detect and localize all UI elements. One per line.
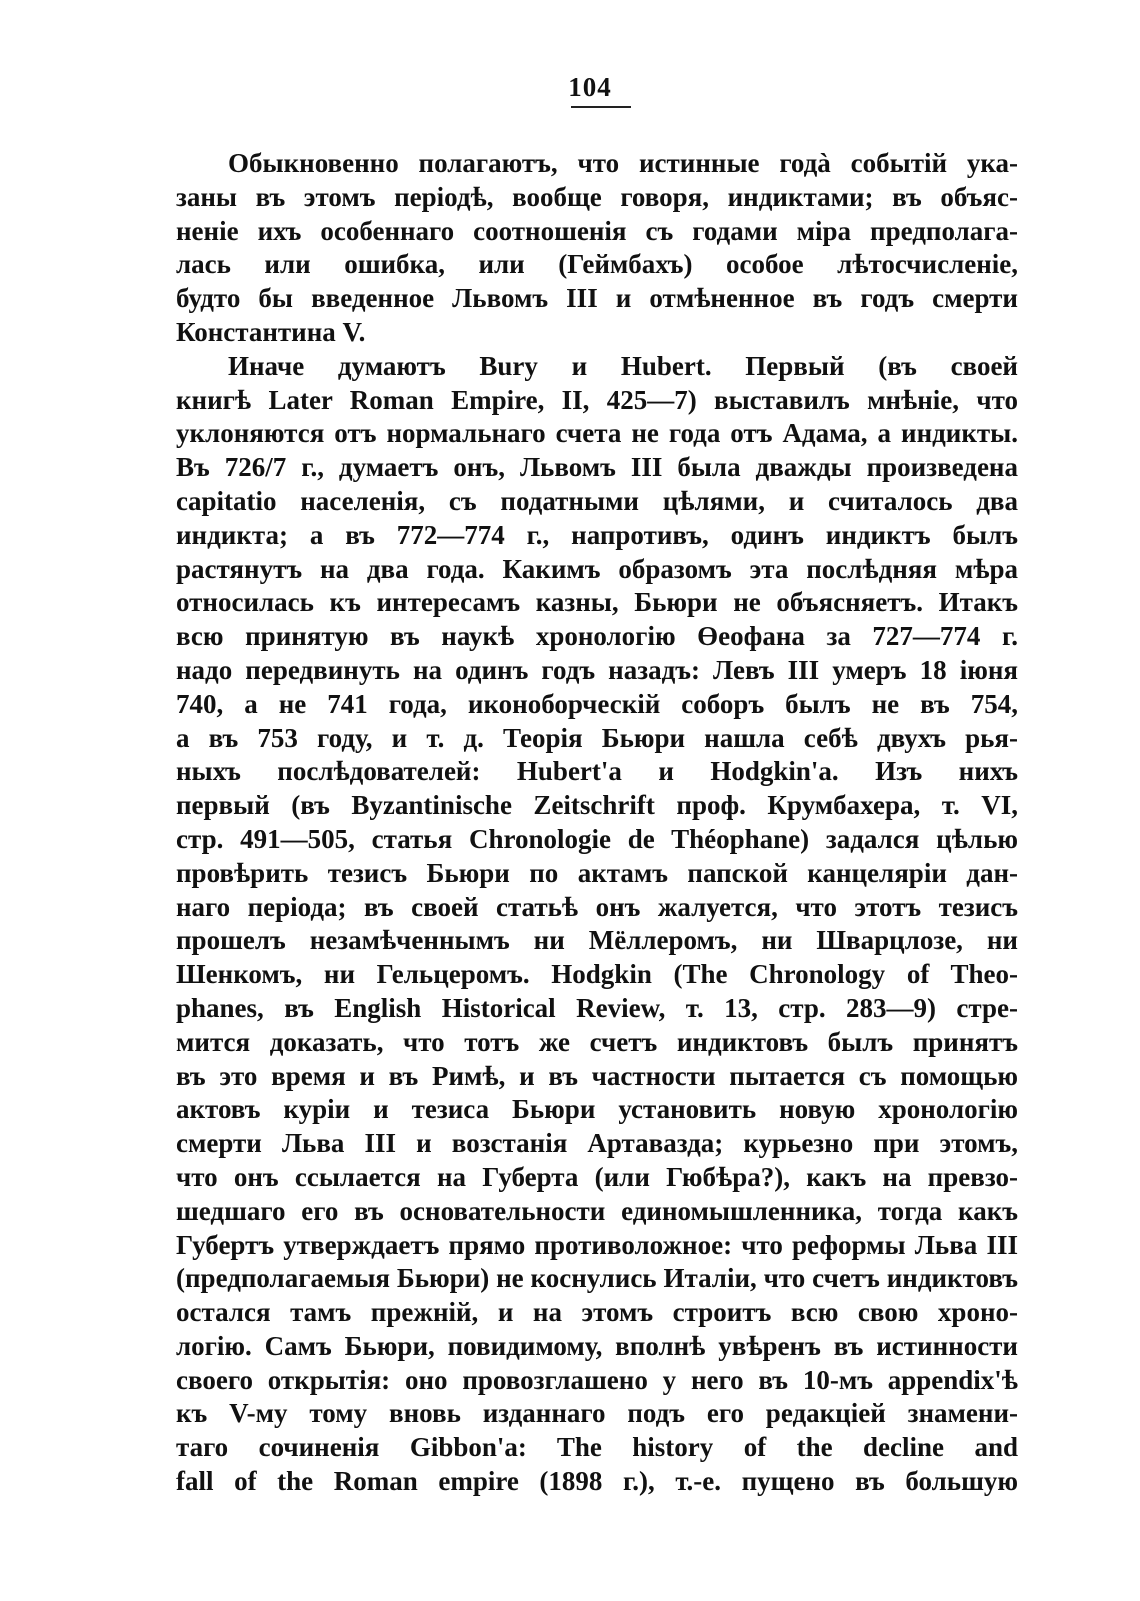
text-line: Шенкомъ, ни Гельцеромъ. Hodgkin (The Chronology of Theo-	[176, 959, 1018, 990]
text-line: остался тамъ прежній, и на этомъ строитъ всю свою хроно-	[176, 1297, 1018, 1328]
paragraph-2	[176, 350, 1018, 1600]
text-line: растянутъ на два года. Какимъ образомъ эта послѣдняя мѣра	[176, 553, 1018, 584]
text-line: capitatio населенія, съ податными цѣлями, и считалось два	[176, 485, 1018, 516]
text-line	[176, 1499, 1018, 1533]
text-body	[176, 147, 1018, 1600]
text-line: Константина V.	[176, 316, 366, 347]
text-line: стр. 491—505, статья Chronologie de Théophane) задался цѣлью	[176, 823, 1018, 854]
text-line: а въ 753 году, и т. д. Теорія Бьюри нашла себѣ двухъ рья-	[176, 722, 1018, 753]
text-line: прошелъ незамѣченнымъ ни Мёллеромъ, ни Шварцлозе, ни	[176, 925, 1018, 956]
text-line: ныхъ послѣдователей: Hubert'a и Hodgkin'a. Изъ нихъ	[176, 756, 1018, 787]
text-line: Обыкновенно полагаютъ, что истинные годà событій ука-	[228, 148, 1018, 178]
text-line: къ V-му тому вновь изданнаго подъ его редакціей знамени-	[176, 1398, 1018, 1429]
text-line: что онъ ссылается на Губерта (или Гюбѣра?), какъ на превзо-	[176, 1161, 1018, 1192]
text-line: наго періода; въ своей статьѣ онъ жалуется, что этотъ тезисъ	[176, 891, 1018, 922]
text-line: всю принятую въ наукѣ хронологію Өеофана за 727—774 г.	[176, 621, 1018, 652]
text-line: таго сочиненія Gibbon'a: The history of the decline and	[176, 1432, 1018, 1463]
page-number: 104	[568, 72, 612, 102]
text-line: Иначе думаютъ Bury и Hubert. Первый (въ своей	[228, 350, 1018, 381]
text-line: книгѣ Later Roman Empire, II, 425—7) выставилъ мнѣніе, что	[176, 384, 1018, 415]
text-line: Губертъ утверждаетъ прямо противоложное: что реформы Льва III	[176, 1229, 1018, 1260]
text-line: заны въ этомъ періодѣ, вообще говоря, индиктами; въ объяс-	[176, 181, 1018, 212]
text-line: будто бы введенное Львомъ III и отмѣненное въ годъ смерти	[176, 283, 1018, 314]
text-line: смерти Льва III и возстанія Артавазда; курьезно при этомъ,	[176, 1128, 1018, 1159]
paragraph-1	[176, 147, 1018, 350]
page-number-rule	[571, 106, 631, 108]
text-line: въ это время и въ Римѣ, и въ частности пытается съ помощью	[176, 1060, 1018, 1091]
text-line: fall of the Roman empire (1898 г.), т.-е. пущено въ большую	[176, 1466, 1018, 1497]
text-line: первый (въ Byzantinische Zeitschrift проф. Крумбахера, т. VI,	[176, 790, 1018, 821]
text-line: логію. Самъ Бьюри, повидимому, вполнѣ увѣренъ въ истинности	[176, 1330, 1018, 1361]
text-line: 740, а не 741 года, иконоборческій соборъ былъ не въ 754,	[176, 688, 1018, 719]
text-line: неніе ихъ особеннаго соотношенія съ годами міра предполага-	[176, 215, 1018, 246]
text-line	[176, 1566, 1018, 1600]
text-line: Въ 726/7 г., думаетъ онъ, Львомъ III была дважды произведена	[176, 452, 1018, 483]
text-line	[176, 1533, 1018, 1567]
text-line: шедшаго его въ основательности единомышленника, тогда какъ	[176, 1195, 1018, 1226]
text-line: надо передвинуть на одинъ годъ назадъ: Левъ III умеръ 18 іюня	[176, 654, 1018, 685]
text-line: актовъ куріи и тезиса Бьюри установить новую хронологію	[176, 1094, 1018, 1125]
text-line: phanes, въ English Historical Review, т. 13, стр. 283—9) стре-	[176, 992, 1018, 1023]
text-line: относилась къ интересамъ казны, Бьюри не объясняетъ. Итакъ	[176, 587, 1018, 618]
text-line: провѣрить тезисъ Бьюри по актамъ папской канцеляріи дан-	[176, 857, 1018, 888]
text-line: индикта; а въ 772—774 г., напротивъ, одинъ индиктъ былъ	[176, 519, 1018, 550]
text-line: своего открытія: оно провозглашено у него въ 10-мъ appendix'ѣ	[176, 1364, 1018, 1395]
text-line: уклоняются отъ нормальнаго счета не года отъ Адама, а индикты.	[176, 418, 1018, 449]
text-line: (предполагаемыя Бьюри) не коснулись Италіи, что счетъ индиктовъ	[176, 1263, 1018, 1294]
text-line: мится доказать, что тотъ же счетъ индиктовъ былъ принятъ	[176, 1026, 1018, 1057]
text-line: лась или ошибка, или (Геймбахъ) особое лѣтосчисленіе,	[176, 249, 1018, 280]
